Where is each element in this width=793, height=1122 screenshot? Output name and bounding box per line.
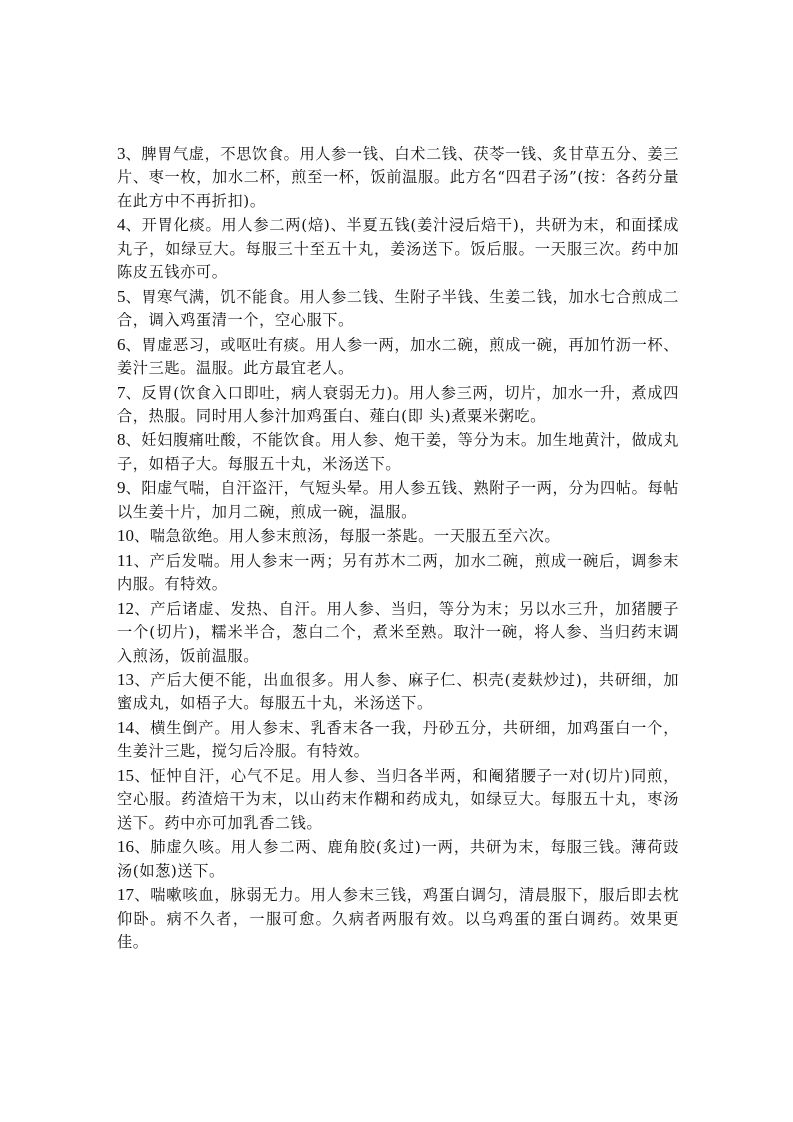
- entry-text: 、喘急欲绝。用人参末煎汤，每服一茶匙。一天服五至六次。: [134, 527, 561, 546]
- document-body: [117, 142, 679, 954]
- entry-text: 、喘嗽咳血，脉弱无力。用人参末三钱，鸡蛋白调匀，清晨服下，服后即去枕仰卧。病不久者，一服可愈。久病者两服有效。以乌鸡蛋的蛋白调药。效果更佳。: [117, 886, 679, 951]
- entry-10: [117, 524, 679, 548]
- entry-number: 17: [117, 885, 134, 905]
- entry-number: 7: [117, 382, 126, 402]
- entry-number: 4: [117, 215, 126, 235]
- entry-text: 、脾胃气虚，不思饮食。用人参一钱、白术二钱、茯苓一钱、炙甘草五分、姜三片、枣一枚，加水二杯，煎至一杯，饭前温服。此方名“四君子汤”(按：各药分量在此方中不再折扣)。: [117, 145, 679, 210]
- entry-text: 、肺虚久咳。用人参二两、鹿角胶(炙过)一两，共研为末，每服三钱。薄荷豉汤(如葱)送下。: [117, 838, 679, 880]
- entry-3: [117, 142, 679, 213]
- entry-text: 、反胃(饮食入口即吐，病人衰弱无力)。用人参三两，切片，加水一升，煮成四合，热服。同时用人参汁加鸡蛋白、薤白(即 头)煮粟米粥吃。: [117, 383, 679, 425]
- entry-text: 、产后发喘。用人参末一两；另有苏木二两，加水二碗，煎成一碗后，调参末内服。有特效。: [117, 551, 679, 594]
- entry-number: 8: [117, 430, 126, 450]
- entry-number: 3: [117, 144, 126, 163]
- entry-5: [117, 285, 679, 333]
- entry-number: 15: [117, 765, 134, 785]
- entry-number: 10: [117, 526, 134, 546]
- entry-number: 16: [117, 837, 134, 857]
- entry-text: 、怔忡自汗，心气不足。用人参、当归各半两，和阉猪腰子一对(切片)同煎，空心服。药渣焙干为末，以山药末作糊和药成丸，如绿豆大。每服五十丸，枣汤送下。药中亦可加乳香二钱。: [117, 766, 679, 832]
- entry-text: 、开胃化痰。用人参二两(焙)、半夏五钱(姜汁浸后焙干)，共研为末，和面揉成丸子，如绿豆大。每服三十至五十丸，姜汤送下。饭后服。一天服三次。药中加陈皮五钱亦可。: [117, 216, 679, 282]
- entry-number: 9: [117, 478, 126, 498]
- entry-text: 、产后大便不能，出血很多。用人参、麻子仁、枳壳(麦麸炒过)，共研细，加蜜成丸，如梧子大。每服五十丸，米汤送下。: [117, 670, 679, 713]
- entry-number: 6: [117, 334, 126, 354]
- entry-number: 5: [117, 286, 126, 306]
- entry-text: 、产后诸虚、发热、自汗。用人参、当归，等分为末；另以水三升，加猪腰子一个(切片)，糯米半合，葱白二个，煮米至熟。取汁一碗，将人参、当归药末调入煎汤，饭前温服。: [117, 599, 679, 665]
- entry-9: [117, 476, 679, 524]
- entry-15: [117, 764, 679, 835]
- entry-text: 、妊妇腹痛吐酸，不能饮食。用人参、炮干姜，等分为末。加生地黄汁，做成丸子，如梧子大。每服五十丸，米汤送下。: [117, 431, 679, 473]
- entry-17: [117, 883, 679, 954]
- entry-7: [117, 381, 679, 429]
- entry-8: [117, 428, 679, 476]
- entry-number: 14: [117, 717, 134, 737]
- entry-text: 、横生倒产。用人参末、乳香末各一我，丹砂五分，共研细，加鸡蛋白一个，生姜汁三匙，搅匀后冷服。有特效。: [117, 718, 679, 761]
- entry-text: 、胃虚恶习，或呕吐有痰。用人参一两，加水二碗，煎成一碗，再加竹沥一杯、姜汁三匙。温服。此方最宜老人。: [117, 335, 679, 378]
- entry-number: 11: [117, 550, 134, 570]
- entry-16: [117, 835, 679, 883]
- entry-12: [117, 597, 679, 668]
- entry-number: 12: [117, 598, 134, 618]
- entry-14: [117, 716, 679, 764]
- entry-4: [117, 213, 679, 284]
- entry-6: [117, 333, 679, 381]
- entry-text: 、胃寒气满，饥不能食。用人参二钱、生附子半钱、生姜二钱，加水七合煎成二合，调入鸡蛋清一个，空心服下。: [117, 287, 679, 330]
- entry-number: 13: [117, 669, 134, 689]
- entry-13: [117, 668, 679, 716]
- entry-11: [117, 549, 679, 597]
- entry-text: 、阳虚气喘，自汗盗汗，气短头晕。用人参五钱、熟附子一两，分为四帖。每帖以生姜十片，加月二碗，煎成一碗，温服。: [117, 479, 679, 521]
